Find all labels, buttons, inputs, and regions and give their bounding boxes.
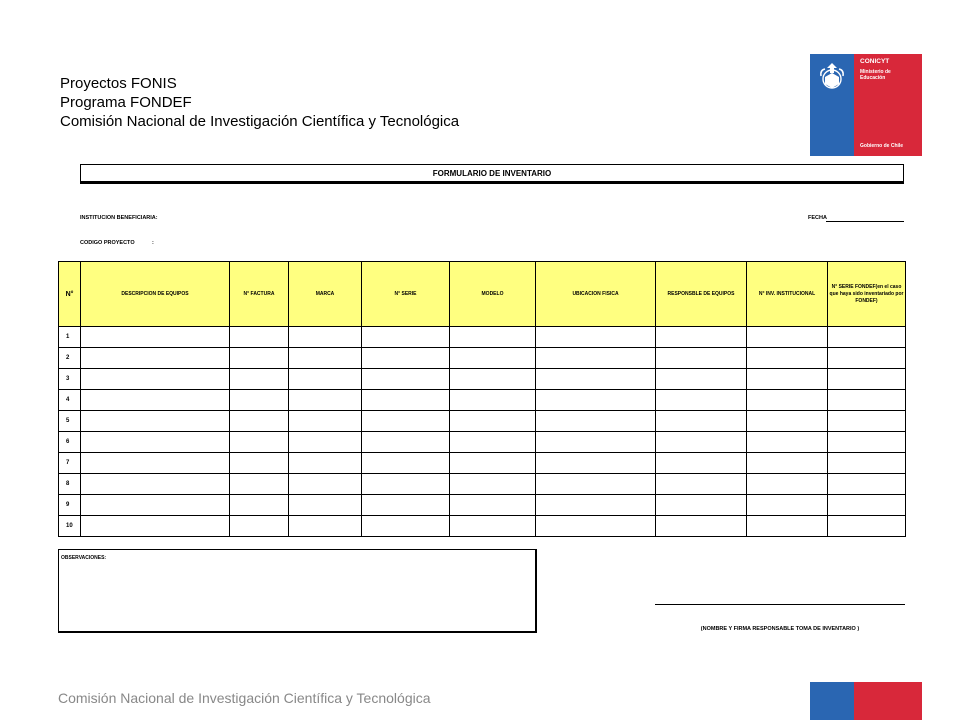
table-cell[interactable] — [747, 453, 828, 474]
table-cell[interactable] — [289, 411, 362, 432]
table-cell[interactable] — [289, 348, 362, 369]
table-cell[interactable] — [747, 432, 828, 453]
table-cell[interactable] — [656, 516, 747, 537]
table-cell[interactable] — [81, 390, 230, 411]
table-cell[interactable] — [656, 411, 747, 432]
table-cell[interactable] — [362, 474, 450, 495]
table-row — [59, 516, 906, 537]
table-cell[interactable] — [747, 411, 828, 432]
table-cell[interactable] — [362, 327, 450, 348]
row-number: 4 — [59, 390, 81, 411]
column-header: DESCRIPCION DE EQUIPOS — [81, 262, 230, 327]
table-cell[interactable] — [362, 432, 450, 453]
table-row — [59, 495, 906, 516]
table-cell[interactable] — [536, 369, 656, 390]
row-number: 2 — [59, 348, 81, 369]
program-line-fonis: Proyectos FONIS — [60, 75, 177, 92]
table-cell[interactable] — [81, 474, 230, 495]
table-cell[interactable] — [828, 348, 906, 369]
observations-label: OBSERVACIONES: — [61, 555, 107, 561]
column-header: N° INV. INSTITUCIONAL — [747, 262, 828, 327]
table-cell[interactable] — [656, 495, 747, 516]
observations-box[interactable] — [58, 549, 537, 633]
table-cell[interactable] — [828, 390, 906, 411]
table-cell[interactable] — [828, 453, 906, 474]
table-row — [59, 411, 906, 432]
table-cell[interactable] — [450, 516, 536, 537]
table-cell[interactable] — [230, 453, 289, 474]
table-row — [59, 474, 906, 495]
table-cell[interactable] — [450, 453, 536, 474]
header-text — [60, 74, 459, 131]
table-cell[interactable] — [81, 516, 230, 537]
table-cell[interactable] — [230, 390, 289, 411]
form-title: FORMULARIO DE INVENTARIO — [80, 164, 904, 184]
table-cell[interactable] — [81, 348, 230, 369]
table-cell[interactable] — [536, 327, 656, 348]
table-cell[interactable] — [230, 432, 289, 453]
table-cell[interactable] — [747, 369, 828, 390]
table-cell[interactable] — [289, 327, 362, 348]
table-cell[interactable] — [289, 474, 362, 495]
table-cell[interactable] — [81, 453, 230, 474]
table-cell[interactable] — [656, 453, 747, 474]
column-header: N° SERIE — [362, 262, 450, 327]
table-row — [59, 453, 906, 474]
row-number: 9 — [59, 495, 81, 516]
table-cell[interactable] — [289, 390, 362, 411]
table-row — [59, 390, 906, 411]
table-cell[interactable] — [230, 348, 289, 369]
table-cell[interactable] — [289, 453, 362, 474]
table-cell[interactable] — [536, 516, 656, 537]
row-number: 10 — [59, 516, 81, 537]
row-number: 8 — [59, 474, 81, 495]
row-number: 1 — [59, 327, 81, 348]
table-cell[interactable] — [450, 390, 536, 411]
program-line-fondef: Programa FONDEF — [60, 94, 192, 111]
table-cell[interactable] — [747, 348, 828, 369]
table-cell[interactable] — [747, 474, 828, 495]
column-header: N° SERIE FONDEF(en el caso que haya sido inventariado por FONDEF) — [828, 262, 906, 327]
table-cell[interactable] — [656, 390, 747, 411]
table-cell[interactable] — [362, 495, 450, 516]
table-cell[interactable] — [536, 348, 656, 369]
table-cell[interactable] — [747, 516, 828, 537]
table-cell[interactable] — [289, 495, 362, 516]
row-number: 3 — [59, 369, 81, 390]
column-header: RESPONSBLE DE EQUIPOS — [656, 262, 747, 327]
row-number: 7 — [59, 453, 81, 474]
footer-flag — [810, 682, 922, 720]
table-cell[interactable] — [828, 411, 906, 432]
table-cell[interactable] — [450, 495, 536, 516]
table-cell[interactable] — [828, 516, 906, 537]
table-cell[interactable] — [828, 327, 906, 348]
footer-text: Comisión Nacional de Investigación Científica y Tecnológica — [58, 690, 431, 706]
table-cell[interactable] — [450, 369, 536, 390]
table-cell[interactable] — [536, 432, 656, 453]
table-cell[interactable] — [828, 474, 906, 495]
table-cell[interactable] — [81, 369, 230, 390]
table-cell[interactable] — [450, 474, 536, 495]
table-cell[interactable] — [289, 369, 362, 390]
table-header-row — [59, 262, 906, 327]
table-cell[interactable] — [230, 495, 289, 516]
table-cell[interactable] — [536, 453, 656, 474]
date-label: FECHA — [808, 215, 827, 221]
project-code-label: CODIGO PROYECTO — [80, 240, 135, 246]
table-row — [59, 327, 906, 348]
table-cell[interactable] — [828, 432, 906, 453]
project-code-separator: : — [152, 240, 154, 246]
table-row — [59, 348, 906, 369]
table-cell[interactable] — [362, 390, 450, 411]
logo-ministry-2: Educación — [860, 75, 886, 81]
table-cell[interactable] — [656, 432, 747, 453]
table-cell[interactable] — [536, 474, 656, 495]
table-cell[interactable] — [747, 327, 828, 348]
table-cell[interactable] — [656, 474, 747, 495]
column-header: MODELO — [450, 262, 536, 327]
table-cell[interactable] — [81, 411, 230, 432]
table-cell[interactable] — [536, 390, 656, 411]
table-cell[interactable] — [230, 411, 289, 432]
table-cell[interactable] — [289, 432, 362, 453]
table-cell[interactable] — [362, 516, 450, 537]
row-number: 5 — [59, 411, 81, 432]
table-cell[interactable] — [81, 327, 230, 348]
column-header: MARCA — [289, 262, 362, 327]
column-header: N° — [59, 262, 81, 327]
table-cell[interactable] — [450, 348, 536, 369]
column-header: N° FACTURA — [230, 262, 289, 327]
table-row — [59, 432, 906, 453]
table-cell[interactable] — [450, 327, 536, 348]
table-cell[interactable] — [747, 495, 828, 516]
table-cell[interactable] — [230, 516, 289, 537]
institution-label: INSTITUCION BENEFICIARIA: — [80, 215, 158, 221]
table-cell[interactable] — [81, 495, 230, 516]
inventory-table — [58, 261, 906, 537]
table-cell[interactable] — [362, 348, 450, 369]
conicyt-logo — [810, 54, 922, 156]
table-cell[interactable] — [289, 516, 362, 537]
logo-org: CONICYT — [860, 58, 890, 65]
table-cell[interactable] — [656, 369, 747, 390]
column-header: UBICACION FISICA — [536, 262, 656, 327]
footer-flag-red — [854, 682, 922, 720]
chile-coat-of-arms-icon — [816, 60, 848, 92]
table-cell[interactable] — [362, 453, 450, 474]
organization-line: Comisión Nacional de Investigación Científica y Tecnológica — [60, 113, 460, 130]
table-cell[interactable] — [230, 474, 289, 495]
table-cell[interactable] — [230, 369, 289, 390]
table-cell[interactable] — [362, 369, 450, 390]
footer-flag-blue — [810, 682, 854, 720]
table-cell[interactable] — [81, 432, 230, 453]
table-cell[interactable] — [536, 495, 656, 516]
logo-government: Gobierno de Chile — [860, 143, 904, 149]
date-field-line[interactable] — [826, 221, 904, 222]
table-cell[interactable] — [828, 369, 906, 390]
table-cell[interactable] — [656, 348, 747, 369]
table-cell[interactable] — [450, 432, 536, 453]
signature-line[interactable] — [655, 604, 905, 605]
table-cell[interactable] — [747, 390, 828, 411]
table-cell[interactable] — [362, 411, 450, 432]
logo-ministry-1: Ministerio de — [860, 69, 891, 75]
table-cell[interactable] — [536, 411, 656, 432]
row-number: 6 — [59, 432, 81, 453]
table-row — [59, 369, 906, 390]
table-cell[interactable] — [656, 327, 747, 348]
table-cell[interactable] — [230, 327, 289, 348]
signature-caption: (NOMBRE Y FIRMA RESPONSABLE TOMA DE INVENTARIO ) — [700, 626, 860, 632]
table-cell[interactable] — [828, 495, 906, 516]
table-cell[interactable] — [450, 411, 536, 432]
